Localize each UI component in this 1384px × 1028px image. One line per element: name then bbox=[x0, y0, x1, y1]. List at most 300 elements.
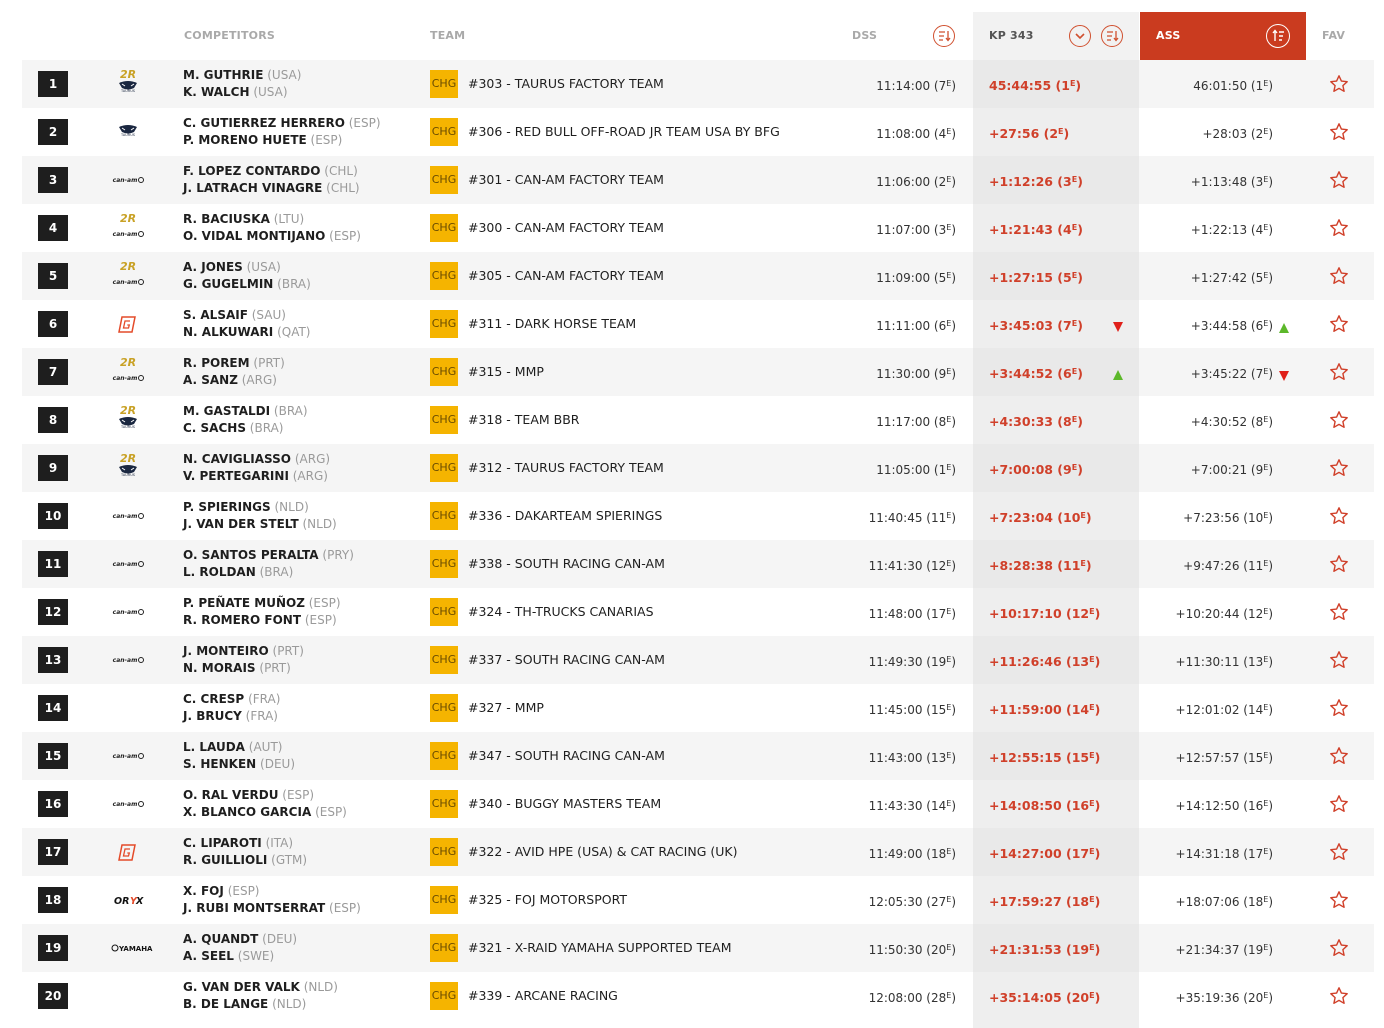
svg-text:OR: OR bbox=[114, 896, 130, 907]
driver-country: (USA) bbox=[246, 260, 281, 274]
competitor-names[interactable] bbox=[183, 259, 311, 293]
dss-rank-suffix: E bbox=[946, 607, 952, 616]
kp-time-value: +35:14:05 (20 bbox=[989, 990, 1090, 1005]
results-table bbox=[22, 60, 1374, 1020]
table-row[interactable] bbox=[22, 204, 1374, 252]
driver-country: (ESP) bbox=[282, 788, 315, 802]
position-badge: 16 bbox=[38, 791, 68, 817]
svg-text:can-am: can-am bbox=[112, 279, 138, 286]
ass-time-value: +35:19:36 (20 bbox=[1175, 991, 1264, 1005]
dss-rank-suffix: E bbox=[946, 991, 952, 1000]
svg-text:2R: 2R bbox=[119, 404, 137, 417]
team-name: #303 - TAURUS FACTORY TEAM bbox=[468, 76, 664, 91]
kp-time-value: +11:59:00 (14 bbox=[989, 702, 1090, 717]
favorite-star-icon[interactable] bbox=[1329, 218, 1349, 238]
ass-time: +14:12:50 $(16^E)$ bbox=[1175, 799, 1273, 813]
favorite-star-icon[interactable] bbox=[1329, 266, 1349, 286]
svg-text:2R: 2R bbox=[119, 452, 137, 465]
ass-time: +1:22:13 $(4^E)$ bbox=[1190, 223, 1273, 237]
category-badge: CHG bbox=[430, 70, 458, 98]
kp-rank-suffix: E bbox=[1069, 79, 1076, 88]
favorite-star-icon[interactable] bbox=[1329, 74, 1349, 94]
header-kp: KP 343 bbox=[989, 29, 1034, 42]
kp-time: +3:45:03 $(7^E)$ bbox=[989, 318, 1083, 333]
position-badge: 17 bbox=[38, 839, 68, 865]
driver-name: M. GASTALDI bbox=[183, 404, 271, 418]
svg-text:can-am: can-am bbox=[112, 609, 138, 616]
kp-time-value: +12:55:15 (15 bbox=[989, 750, 1090, 765]
svg-text:TAURUS: TAURUS bbox=[120, 89, 136, 93]
driver-name: S. ALSAIF bbox=[183, 308, 248, 322]
favorite-star-icon[interactable] bbox=[1329, 506, 1349, 526]
table-row[interactable] bbox=[22, 492, 1374, 540]
table-row[interactable] bbox=[22, 156, 1374, 204]
table-row[interactable] bbox=[22, 60, 1374, 108]
competitor-names[interactable] bbox=[183, 739, 295, 773]
table-row[interactable] bbox=[22, 780, 1374, 828]
kp-time-value: 45:44:55 (1 bbox=[989, 78, 1070, 93]
dss-time-value: 11:08:00 (4 bbox=[876, 127, 947, 141]
driver-name: A. QUANDT bbox=[183, 932, 259, 946]
canam-logo-icon bbox=[108, 547, 148, 581]
driver-name: C. GUTIERREZ HERRERO bbox=[183, 116, 345, 130]
taurus-logo-icon bbox=[108, 115, 148, 149]
favorite-star-icon[interactable] bbox=[1329, 458, 1349, 478]
kp-rank-suffix: E bbox=[1071, 175, 1078, 184]
competitor-names[interactable] bbox=[183, 979, 338, 1013]
position-badge: 19 bbox=[38, 935, 68, 961]
ass-rank-suffix: E bbox=[1263, 271, 1269, 280]
2r-canam-logo-icon bbox=[108, 211, 148, 245]
driver-country: (PRT) bbox=[272, 644, 304, 658]
ass-trend-up-icon bbox=[1278, 319, 1290, 331]
position-badge: 13 bbox=[38, 647, 68, 673]
dss-rank-suffix: E bbox=[946, 847, 952, 856]
dss-rank-suffix: E bbox=[946, 223, 952, 232]
dss-time: 11:17:00 $(8^E)$ bbox=[876, 415, 956, 429]
dss-time: 11:45:00 $(15^E)$ bbox=[868, 703, 956, 717]
ass-rank-suffix: E bbox=[1263, 607, 1269, 616]
driver-country: (AUT) bbox=[248, 740, 283, 754]
codriver-country: (USA) bbox=[253, 85, 288, 99]
favorite-star-icon[interactable] bbox=[1329, 698, 1349, 718]
driver-name: L. LAUDA bbox=[183, 740, 245, 754]
dss-time-value: 11:07:00 (3 bbox=[876, 223, 947, 237]
kp-time: +11:26:46 $(13^E)$ bbox=[989, 654, 1101, 669]
ass-time: +3:45:22 $(7^E)$ bbox=[1190, 367, 1273, 381]
2r-taurus-logo-icon bbox=[108, 403, 148, 437]
dss-time: 11:05:00 $(1^E)$ bbox=[876, 463, 956, 477]
codriver-name: R. GUILLIOLI bbox=[183, 853, 268, 867]
position-badge: 20 bbox=[38, 983, 68, 1009]
ass-rank-suffix: E bbox=[1263, 751, 1269, 760]
competitor-names[interactable] bbox=[183, 547, 354, 581]
kp-rank-suffix: E bbox=[1089, 799, 1095, 808]
ass-time: +14:31:18 $(17^E)$ bbox=[1175, 847, 1273, 861]
codriver-country: (ESP) bbox=[329, 901, 361, 915]
dss-time: 12:08:00 $(28^E)$ bbox=[868, 991, 956, 1005]
dss-time: 11:49:30 $(19^E)$ bbox=[868, 655, 956, 669]
category-badge: CHG bbox=[430, 118, 458, 146]
ass-time-value: +3:45:22 (7 bbox=[1190, 367, 1264, 381]
position-badge: 9 bbox=[38, 455, 68, 481]
svg-text:can-am: can-am bbox=[112, 177, 138, 184]
codriver-country: (CHL) bbox=[326, 181, 360, 195]
position-badge: 3 bbox=[38, 167, 68, 193]
driver-name: A. JONES bbox=[183, 260, 243, 274]
category-badge: CHG bbox=[430, 454, 458, 482]
2r-taurus-logo-icon bbox=[108, 451, 148, 485]
favorite-star-icon[interactable] bbox=[1329, 554, 1349, 574]
dss-time-value: 11:43:30 (14 bbox=[868, 799, 947, 813]
codriver-name: J. BRUCY bbox=[183, 709, 242, 723]
ass-time: 46:01:50 $(1^E)$ bbox=[1193, 79, 1273, 93]
codriver-name: L. ROLDAN bbox=[183, 565, 256, 579]
ass-rank-suffix: E bbox=[1263, 991, 1269, 1000]
ass-rank-suffix: E bbox=[1263, 559, 1269, 568]
favorite-star-icon[interactable] bbox=[1329, 890, 1349, 910]
ass-time: +10:20:44 $(12^E)$ bbox=[1175, 607, 1273, 621]
category-badge: CHG bbox=[430, 502, 458, 530]
ass-time: +28:03 $(2^E)$ bbox=[1202, 127, 1273, 141]
driver-name: R. BACIUSKA bbox=[183, 212, 270, 226]
ass-time-value: 46:01:50 (1 bbox=[1193, 79, 1264, 93]
competitor-names[interactable] bbox=[183, 163, 360, 197]
canam-logo-icon bbox=[108, 643, 148, 677]
ass-rank-suffix: E bbox=[1263, 319, 1269, 328]
dss-rank-suffix: E bbox=[946, 319, 952, 328]
competitor-names[interactable] bbox=[183, 787, 347, 821]
competitor-names[interactable] bbox=[183, 211, 361, 245]
driver-country: (ARG) bbox=[294, 452, 331, 466]
driver-country: (PRT) bbox=[253, 356, 285, 370]
kp-time: +1:21:43 $(4^E)$ bbox=[989, 222, 1083, 237]
team-name: #300 - CAN-AM FACTORY TEAM bbox=[468, 220, 664, 235]
favorite-star-icon[interactable] bbox=[1329, 314, 1349, 334]
dss-time: 11:40:45 $(11^E)$ bbox=[868, 511, 956, 525]
ass-time: +1:13:48 $(3^E)$ bbox=[1190, 175, 1273, 189]
team-name: #336 - DAKARTEAM SPIERINGS bbox=[468, 508, 663, 523]
svg-text:X: X bbox=[136, 896, 144, 907]
dss-time-value: 11:17:00 (8 bbox=[876, 415, 947, 429]
ass-time-value: +18:07:06 (18 bbox=[1175, 895, 1264, 909]
favorite-star-icon[interactable] bbox=[1329, 938, 1349, 958]
dss-time: 12:05:30 $(27^E)$ bbox=[868, 895, 956, 909]
driver-name: P. PEÑATE MUÑOZ bbox=[183, 596, 305, 610]
table-row[interactable] bbox=[22, 924, 1374, 972]
kp-time-value: +1:27:15 (5 bbox=[989, 270, 1072, 285]
competitor-names[interactable] bbox=[183, 691, 280, 725]
ass-time: +12:01:02 $(14^E)$ bbox=[1175, 703, 1273, 717]
svg-text:2R: 2R bbox=[119, 68, 137, 81]
table-row[interactable] bbox=[22, 732, 1374, 780]
dss-time: 11:43:30 $(14^E)$ bbox=[868, 799, 956, 813]
dss-rank-suffix: E bbox=[946, 799, 952, 808]
favorite-star-icon[interactable] bbox=[1329, 602, 1349, 622]
kp-rank-suffix: E bbox=[1071, 271, 1078, 280]
driver-country: (ITA) bbox=[265, 836, 294, 850]
codriver-country: (QAT) bbox=[277, 325, 311, 339]
svg-text:can-am: can-am bbox=[112, 561, 138, 568]
competitor-names[interactable] bbox=[183, 403, 308, 437]
codriver-name: A. SEEL bbox=[183, 949, 234, 963]
table-row[interactable] bbox=[22, 540, 1374, 588]
category-badge: CHG bbox=[430, 262, 458, 290]
kp-trend-up-icon bbox=[1112, 366, 1124, 378]
chevron-down-icon[interactable] bbox=[1069, 25, 1091, 47]
codriver-name: J. LATRACH VINAGRE bbox=[183, 181, 323, 195]
dss-sort-icon[interactable] bbox=[933, 25, 955, 47]
kp-time-value: +3:45:03 (7 bbox=[989, 318, 1072, 333]
competitor-names[interactable] bbox=[183, 451, 330, 485]
dss-time: 11:48:00 $(17^E)$ bbox=[868, 607, 956, 621]
codriver-country: (NLD) bbox=[272, 997, 307, 1011]
codriver-country: (BRA) bbox=[277, 277, 311, 291]
competitor-names[interactable] bbox=[183, 883, 361, 917]
team-name: #340 - BUGGY MASTERS TEAM bbox=[468, 796, 662, 811]
position-badge: 7 bbox=[38, 359, 68, 385]
ass-time: +7:23:56 $(10^E)$ bbox=[1183, 511, 1273, 525]
competitor-names[interactable] bbox=[183, 499, 337, 533]
dss-time-value: 11:49:00 (18 bbox=[868, 847, 947, 861]
kp-rank-suffix: E bbox=[1071, 319, 1078, 328]
dss-rank-suffix: E bbox=[946, 559, 952, 568]
favorite-star-icon[interactable] bbox=[1329, 122, 1349, 142]
ass-time-value: +3:44:58 (6 bbox=[1190, 319, 1264, 333]
team-name: #301 - CAN-AM FACTORY TEAM bbox=[468, 172, 664, 187]
codriver-name: C. SACHS bbox=[183, 421, 246, 435]
category-badge: CHG bbox=[430, 406, 458, 434]
dss-rank-suffix: E bbox=[946, 895, 952, 904]
dss-rank-suffix: E bbox=[946, 79, 952, 88]
table-row[interactable] bbox=[22, 828, 1374, 876]
team-name: #312 - TAURUS FACTORY TEAM bbox=[468, 460, 664, 475]
kp-time-value: +17:59:27 (18 bbox=[989, 894, 1090, 909]
ass-trend-down-icon bbox=[1278, 367, 1290, 379]
table-row[interactable] bbox=[22, 684, 1374, 732]
2r-canam-logo-icon bbox=[108, 355, 148, 389]
table-row[interactable] bbox=[22, 588, 1374, 636]
codriver-name: B. DE LANGE bbox=[183, 997, 269, 1011]
kp-rank-suffix: E bbox=[1089, 991, 1095, 1000]
ass-time: +21:34:37 $(19^E)$ bbox=[1175, 943, 1273, 957]
ass-time: +11:30:11 $(13^E)$ bbox=[1175, 655, 1273, 669]
ass-sort-active-icon[interactable] bbox=[1266, 24, 1290, 48]
favorite-star-icon[interactable] bbox=[1329, 650, 1349, 670]
competitor-names[interactable] bbox=[183, 115, 381, 149]
kp-rank-suffix: E bbox=[1089, 943, 1095, 952]
kp-rank-suffix: E bbox=[1089, 847, 1095, 856]
favorite-star-icon[interactable] bbox=[1329, 362, 1349, 382]
codriver-country: (PRT) bbox=[259, 661, 291, 675]
favorite-star-icon[interactable] bbox=[1329, 794, 1349, 814]
competitor-names[interactable] bbox=[183, 835, 307, 869]
codriver-country: (ESP) bbox=[304, 613, 337, 627]
driver-country: (NLD) bbox=[303, 980, 338, 994]
kp-rank-suffix: E bbox=[1071, 367, 1078, 376]
competitor-names[interactable] bbox=[183, 931, 297, 965]
category-badge: CHG bbox=[430, 358, 458, 386]
table-row[interactable] bbox=[22, 396, 1374, 444]
svg-text:2R: 2R bbox=[119, 260, 137, 273]
ass-rank-suffix: E bbox=[1263, 703, 1269, 712]
codriver-country: (BRA) bbox=[249, 421, 284, 435]
position-badge: 1 bbox=[38, 71, 68, 97]
table-row[interactable] bbox=[22, 972, 1374, 1020]
competitor-names[interactable] bbox=[183, 67, 301, 101]
kp-time: +1:27:15 $(5^E)$ bbox=[989, 270, 1083, 285]
driver-name: G. VAN DER VALK bbox=[183, 980, 300, 994]
kp-rank-suffix: E bbox=[1071, 415, 1078, 424]
team-name: #337 - SOUTH RACING CAN-AM bbox=[468, 652, 665, 667]
ass-rank-suffix: E bbox=[1263, 223, 1269, 232]
table-row[interactable] bbox=[22, 348, 1374, 396]
canam-logo-icon bbox=[108, 739, 148, 773]
ass-time: +35:19:36 $(20^E)$ bbox=[1175, 991, 1273, 1005]
position-badge: 5 bbox=[38, 263, 68, 289]
table-row[interactable] bbox=[22, 108, 1374, 156]
dss-time-value: 11:48:00 (17 bbox=[868, 607, 947, 621]
dss-time: 11:49:00 $(18^E)$ bbox=[868, 847, 956, 861]
driver-country: (SAU) bbox=[251, 308, 286, 322]
kp-time-value: +4:30:33 (8 bbox=[989, 414, 1072, 429]
driver-country: (FRA) bbox=[248, 692, 281, 706]
team-name: #324 - TH-TRUCKS CANARIAS bbox=[468, 604, 654, 619]
kp-time-value: +14:08:50 (16 bbox=[989, 798, 1090, 813]
codriver-country: (ESP) bbox=[310, 133, 343, 147]
competitor-names[interactable] bbox=[183, 355, 285, 389]
svg-text:YAMAHA: YAMAHA bbox=[119, 945, 153, 953]
dss-time-value: 12:05:30 (27 bbox=[868, 895, 947, 909]
codriver-name: J. VAN DER STELT bbox=[183, 517, 299, 531]
ass-time-value: +1:22:13 (4 bbox=[1190, 223, 1264, 237]
svg-text:can-am: can-am bbox=[112, 375, 138, 382]
table-row[interactable] bbox=[22, 300, 1374, 348]
table-row[interactable] bbox=[22, 252, 1374, 300]
header-ass: ASS bbox=[1156, 29, 1181, 42]
table-row[interactable] bbox=[22, 636, 1374, 684]
ass-time-value: +21:34:37 (19 bbox=[1175, 943, 1264, 957]
ass-rank-suffix: E bbox=[1263, 367, 1269, 376]
dss-time-value: 11:45:00 (15 bbox=[868, 703, 947, 717]
codriver-name: K. WALCH bbox=[183, 85, 250, 99]
ass-rank-suffix: E bbox=[1263, 175, 1269, 184]
table-row[interactable] bbox=[22, 444, 1374, 492]
ass-time: +12:57:57 $(15^E)$ bbox=[1175, 751, 1273, 765]
dss-time-value: 11:09:00 (5 bbox=[876, 271, 947, 285]
svg-text:TAURUS: TAURUS bbox=[120, 425, 136, 429]
kp-trend-down-icon bbox=[1112, 318, 1124, 330]
dss-time: 11:41:30 $(12^E)$ bbox=[868, 559, 956, 573]
competitor-names[interactable] bbox=[183, 643, 304, 677]
codriver-name: R. ROMERO FONT bbox=[183, 613, 302, 627]
dss-rank-suffix: E bbox=[946, 655, 952, 664]
kp-time: +27:56 $(2^E)$ bbox=[989, 126, 1070, 141]
oryx-logo-icon bbox=[108, 883, 148, 917]
dss-time: 11:07:00 $(3^E)$ bbox=[876, 223, 956, 237]
favorite-star-icon[interactable] bbox=[1329, 986, 1349, 1006]
svg-text:2R: 2R bbox=[119, 356, 137, 369]
driver-name: O. SANTOS PERALTA bbox=[183, 548, 319, 562]
codriver-name: N. ALKUWARI bbox=[183, 325, 274, 339]
driver-country: (USA) bbox=[267, 68, 302, 82]
team-name: #338 - SOUTH RACING CAN-AM bbox=[468, 556, 665, 571]
dss-time-value: 11:50:30 (20 bbox=[868, 943, 947, 957]
kp-time-value: +7:23:04 (10 bbox=[989, 510, 1081, 525]
svg-text:TAURUS: TAURUS bbox=[120, 133, 136, 137]
codriver-country: (FRA) bbox=[245, 709, 278, 723]
ass-rank-suffix: E bbox=[1263, 415, 1269, 424]
team-name: #347 - SOUTH RACING CAN-AM bbox=[468, 748, 665, 763]
ass-rank-suffix: E bbox=[1263, 463, 1269, 472]
dss-time: 11:50:30 $(20^E)$ bbox=[868, 943, 956, 957]
competitor-names[interactable] bbox=[183, 595, 341, 629]
table-row[interactable] bbox=[22, 876, 1374, 924]
driver-country: (PRY) bbox=[322, 548, 354, 562]
dss-rank-suffix: E bbox=[946, 943, 952, 952]
driver-country: (NLD) bbox=[274, 500, 309, 514]
driver-country: (ESP) bbox=[348, 116, 381, 130]
ass-time: +3:44:58 $(6^E)$ bbox=[1190, 319, 1273, 333]
codriver-country: (GTM) bbox=[271, 853, 308, 867]
ass-time-value: +14:31:18 (17 bbox=[1175, 847, 1264, 861]
dss-time: 11:11:00 $(6^E)$ bbox=[876, 319, 956, 333]
category-badge: CHG bbox=[430, 598, 458, 626]
category-badge: CHG bbox=[430, 934, 458, 962]
favorite-star-icon[interactable] bbox=[1329, 410, 1349, 430]
codriver-country: (ARG) bbox=[292, 469, 328, 483]
driver-name: O. RAL VERDU bbox=[183, 788, 279, 802]
codriver-name: N. MORAIS bbox=[183, 661, 256, 675]
codriver-country: (SWE) bbox=[237, 949, 275, 963]
category-badge: CHG bbox=[430, 790, 458, 818]
category-badge: CHG bbox=[430, 646, 458, 674]
ass-time-value: +12:57:57 (15 bbox=[1175, 751, 1264, 765]
team-name: #325 - FOJ MOTORSPORT bbox=[468, 892, 627, 907]
canam-logo-icon bbox=[108, 595, 148, 629]
ass-rank-suffix: E bbox=[1263, 799, 1269, 808]
position-badge: 4 bbox=[38, 215, 68, 241]
svg-text:2R: 2R bbox=[119, 212, 137, 225]
favorite-star-icon[interactable] bbox=[1329, 842, 1349, 862]
driver-name: N. CAVIGLIASSO bbox=[183, 452, 292, 466]
ass-rank-suffix: E bbox=[1263, 127, 1269, 136]
position-badge: 10 bbox=[38, 503, 68, 529]
driver-name: M. GUTHRIE bbox=[183, 68, 264, 82]
kp-time: +7:00:08 $(9^E)$ bbox=[989, 462, 1083, 477]
kp-rank-suffix: E bbox=[1089, 751, 1095, 760]
canam-logo-icon bbox=[108, 499, 148, 533]
ass-time-value: +12:01:02 (14 bbox=[1175, 703, 1264, 717]
codriver-country: (ESP) bbox=[329, 229, 361, 243]
2r-canam-logo-icon bbox=[108, 259, 148, 293]
kp-sort-icon[interactable] bbox=[1101, 25, 1123, 47]
codriver-name: P. MORENO HUETE bbox=[183, 133, 307, 147]
dss-rank-suffix: E bbox=[946, 271, 952, 280]
favorite-star-icon[interactable] bbox=[1329, 746, 1349, 766]
kp-time-value: +10:17:10 (12 bbox=[989, 606, 1090, 621]
ass-time: +1:27:42 $(5^E)$ bbox=[1190, 271, 1273, 285]
canam-logo-icon bbox=[108, 787, 148, 821]
header-fav: FAV bbox=[1322, 29, 1346, 42]
ass-time: +18:07:06 $(18^E)$ bbox=[1175, 895, 1273, 909]
ass-time-value: +10:20:44 (12 bbox=[1175, 607, 1264, 621]
competitor-names[interactable] bbox=[183, 307, 310, 341]
favorite-star-icon[interactable] bbox=[1329, 170, 1349, 190]
position-badge: 12 bbox=[38, 599, 68, 625]
driver-name: X. FOJ bbox=[183, 884, 224, 898]
position-badge: 15 bbox=[38, 743, 68, 769]
